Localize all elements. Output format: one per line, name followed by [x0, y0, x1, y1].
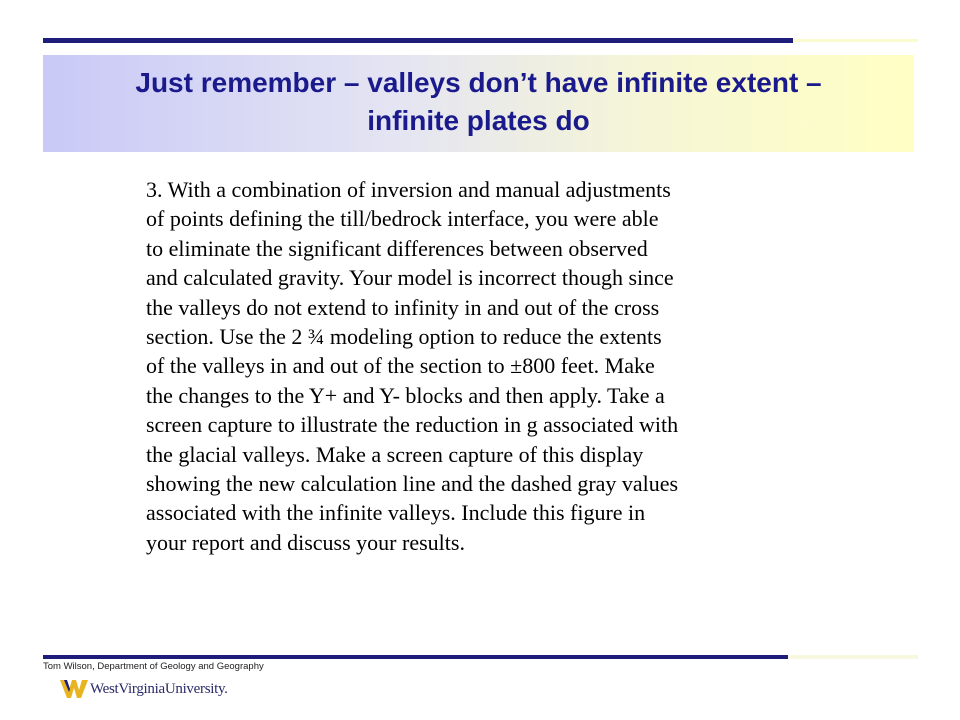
body-line: and calculated gravity. Your model is incorrect though since [146, 265, 674, 291]
body-line: the glacial valleys. Make a screen capture of this display [146, 441, 644, 467]
footer-credit: Tom Wilson, Department of Geology and Geography [43, 661, 264, 672]
wv-flying-logo-icon [60, 678, 88, 700]
top-rule [43, 38, 793, 43]
body-line: associated with the infinite valleys. Include this figure in [146, 500, 646, 526]
top-rule-accent [793, 39, 918, 42]
body-line: section. Use the 2 ¾ modeling option to reduce the extents [146, 324, 662, 350]
body-line: of the valleys in and out of the section to ±800 feet. Make [146, 353, 655, 379]
logo-wordmark: WestVirginiaUniversity. [90, 680, 228, 697]
bottom-rule-accent [788, 655, 918, 659]
body-line: showing the new calculation line and the dashed gray values [146, 471, 679, 497]
slide-title-line-1: Just remember – valleys don’t have infinite extent – [135, 67, 822, 98]
body-line: to eliminate the significant differences between observed [146, 235, 648, 261]
body-line: screen capture to illustrate the reduction in g associated with [146, 412, 679, 438]
slide-title-line-2: infinite plates do [367, 105, 590, 136]
slide-title [43, 64, 914, 140]
body-line: the valleys do not extend to infinity in and out of the cross [146, 294, 660, 320]
body-paragraph [146, 175, 806, 557]
body-line: the changes to the Y+ and Y- blocks and then apply. Take a [146, 382, 665, 408]
body-line: of points defining the till/bedrock interface, you were able [146, 206, 659, 232]
body-line: your report and discuss your results. [146, 529, 465, 555]
university-logo [60, 676, 228, 702]
bottom-rule [43, 655, 788, 659]
body-line: 3. With a combination of inversion and manual adjustments [146, 177, 671, 202]
